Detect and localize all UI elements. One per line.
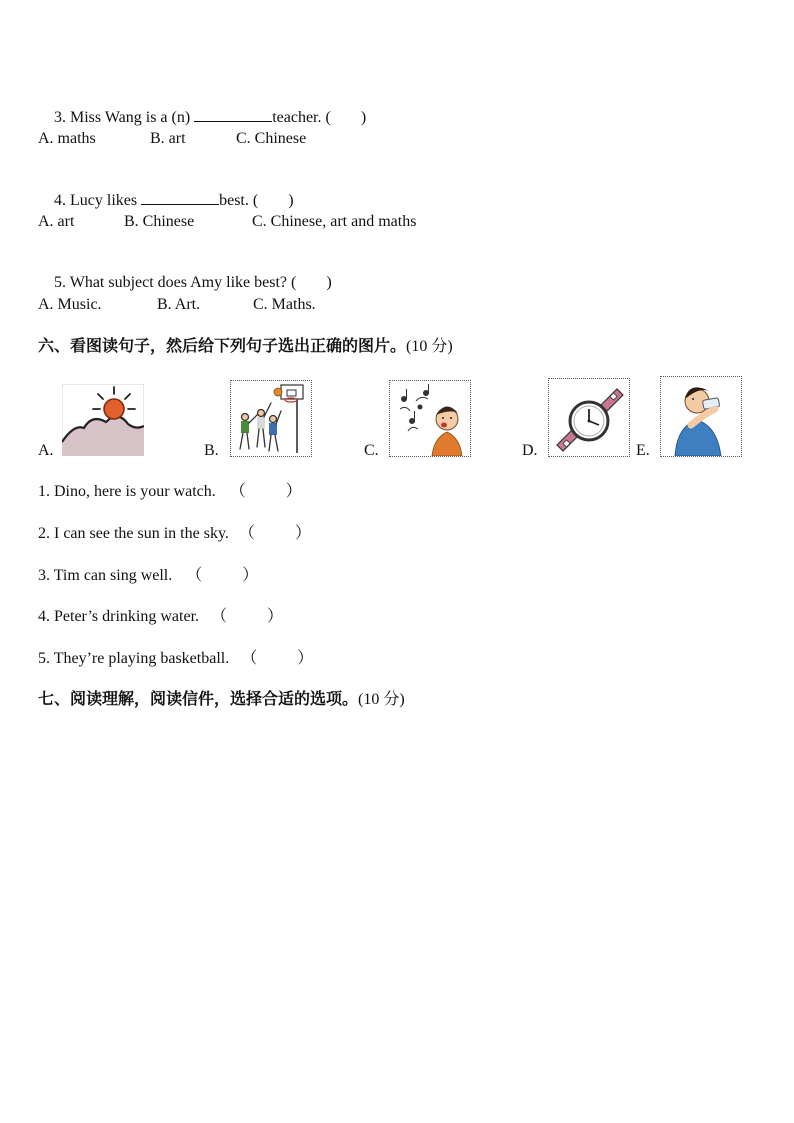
question-4-close: )	[288, 192, 294, 209]
question-4-prefix: 4. Lucy likes	[54, 192, 142, 209]
q4-option-c: C. Chinese, art and maths	[252, 213, 417, 230]
sentence-3-text: 3. Tim can sing well.	[38, 567, 173, 584]
paren-close: ）	[267, 608, 284, 625]
picture-label-d: D.	[522, 442, 538, 459]
boy-drinking-icon	[660, 376, 742, 457]
q4-option-a: A. art	[38, 213, 75, 230]
answer-blank[interactable]	[141, 190, 219, 205]
question-5-close: )	[326, 274, 332, 291]
picture-label-b: B.	[204, 442, 219, 459]
sentence-2-text: 2. I can see the sun in the sky.	[38, 525, 229, 542]
paren-close: ）	[294, 525, 311, 542]
q5-option-c: C. Maths.	[253, 296, 316, 313]
paren-open: （	[186, 567, 203, 584]
sentence-1	[38, 482, 302, 502]
section-6-score: (10 分)	[406, 338, 453, 355]
question-4-suffix: best. (	[219, 192, 259, 209]
sun-over-mountain-icon	[62, 384, 144, 456]
q5-option-a: A. Music.	[38, 296, 102, 313]
sentence-2	[38, 524, 311, 544]
question-3-close: )	[360, 109, 367, 126]
sentence-5-text: 5. They’re playing basketball.	[38, 650, 230, 667]
question-5-text: 5. What subject does Amy like best? (	[54, 274, 297, 291]
section-6-title: 六、看图读句子，然后给下列句子选出正确的图片。	[38, 336, 407, 355]
q5-option-b: B. Art.	[157, 296, 201, 313]
picture-label-e: E.	[636, 442, 650, 459]
boy-singing-icon	[389, 380, 471, 457]
section-7-title: 七、阅读理解，阅读信件，选择合适的选项。	[38, 689, 359, 708]
answer-blank[interactable]	[194, 107, 272, 122]
question-3-prefix: 3. Miss Wang is a (n)	[54, 109, 195, 126]
sentence-1-text: 1. Dino, here is your watch.	[38, 483, 216, 500]
section-6-heading	[38, 336, 453, 357]
sentence-4	[38, 607, 283, 627]
basketball-players-icon	[230, 380, 312, 457]
paren-open: （	[229, 483, 246, 500]
q3-option-a: A. maths	[38, 130, 96, 147]
q4-option-b: B. Chinese	[124, 213, 195, 230]
paren-open: （	[241, 650, 258, 667]
question-3-suffix: teacher. (	[272, 109, 331, 126]
sentence-5	[38, 649, 313, 669]
q3-option-b: B. art	[150, 130, 186, 147]
picture-label-a: A.	[38, 442, 54, 459]
paren-close: ）	[297, 650, 314, 667]
section-7-score: (10 分)	[358, 691, 405, 708]
paren-open: （	[238, 525, 255, 542]
sentence-3	[38, 566, 258, 586]
q3-option-c: C. Chinese	[236, 130, 307, 147]
paren-close: ）	[285, 483, 302, 500]
section-7-heading	[38, 689, 405, 710]
paren-open: （	[211, 608, 228, 625]
sentence-4-text: 4. Peter’s drinking water.	[38, 608, 200, 625]
paren-close: ）	[242, 567, 259, 584]
wristwatch-icon	[548, 378, 630, 457]
picture-label-c: C.	[364, 442, 379, 459]
